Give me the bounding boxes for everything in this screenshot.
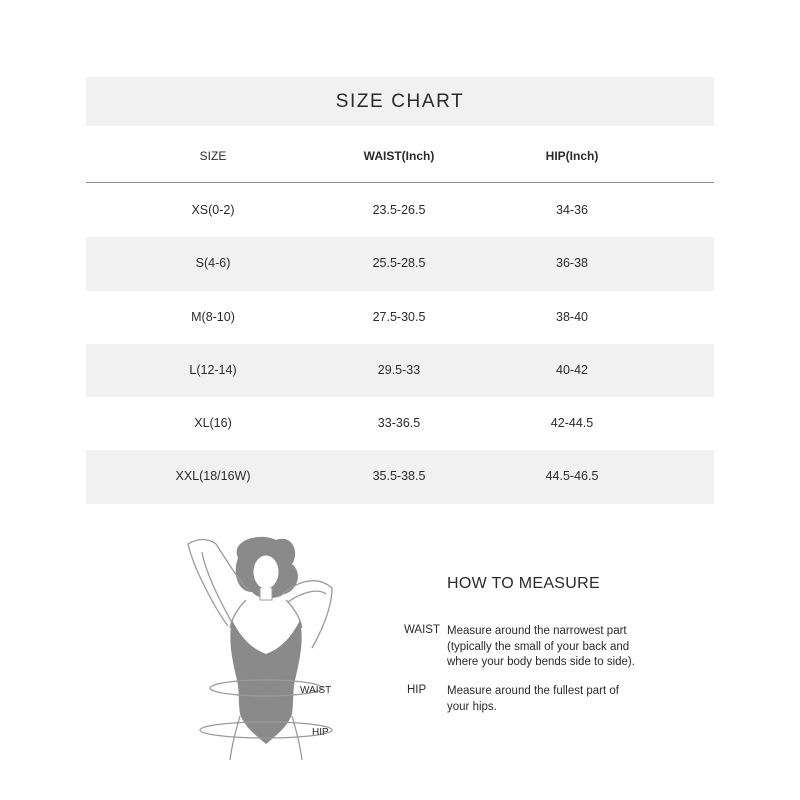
hip-cell: 38-40 xyxy=(556,309,588,324)
table-row xyxy=(86,237,714,290)
hip-measure-description xyxy=(447,684,619,715)
swimsuit-shape xyxy=(230,620,301,744)
size-cell: L(12-14) xyxy=(189,362,237,377)
description-line: Measure around the fullest part of xyxy=(447,685,619,697)
waist-measure-label: WAIST xyxy=(404,624,440,636)
how-to-measure-title: HOW TO MEASURE xyxy=(447,575,600,592)
waist-cell: 29.5-33 xyxy=(377,362,421,377)
waist-cell: 35.5-38.5 xyxy=(372,469,426,484)
hip-cell: 36-38 xyxy=(556,256,588,271)
title-band xyxy=(86,77,714,126)
description-line: Measure around the narrowest part xyxy=(447,625,627,637)
hip-cell: 44.5-46.5 xyxy=(545,469,599,484)
waist-cell: 27.5-30.5 xyxy=(372,309,426,324)
description-line: (typically the small of your back and xyxy=(447,640,630,653)
hip-cell: 34-36 xyxy=(556,203,588,217)
column-header-hip: HIP(Inch) xyxy=(545,149,599,163)
size-cell: XXL(18/16W) xyxy=(175,469,251,484)
size-cell: S(4-6) xyxy=(195,256,231,271)
hip-measure-label: HIP xyxy=(407,684,427,696)
table-row xyxy=(86,344,714,397)
page-title: SIZE CHART xyxy=(335,90,465,112)
size-cell: M(8-10) xyxy=(191,309,235,324)
table-header xyxy=(86,127,714,183)
neck-shape xyxy=(260,588,272,600)
waist-measure-description xyxy=(447,624,635,671)
figure-waist-label: WAIST xyxy=(300,685,332,696)
size-cell: XL(16) xyxy=(194,416,232,431)
column-header-size: SIZE xyxy=(199,149,227,163)
description-line: your hips. xyxy=(447,700,497,713)
face-shape xyxy=(253,555,279,589)
waist-cell: 33-36.5 xyxy=(377,416,421,431)
size-table-body xyxy=(86,184,714,504)
table-row xyxy=(86,184,714,237)
table-row xyxy=(86,397,714,450)
waist-cell: 25.5-28.5 xyxy=(372,256,426,271)
hip-cell: 42-44.5 xyxy=(550,416,594,431)
column-header-waist: WAIST(Inch) xyxy=(363,149,435,163)
description-line: where your body bends side to side). xyxy=(447,656,635,668)
figure-hip-label: HIP xyxy=(312,727,329,738)
hip-cell: 40-42 xyxy=(556,362,588,377)
table-row xyxy=(86,450,714,503)
right-arm-inner xyxy=(288,591,326,602)
shoulder-outline xyxy=(230,600,302,628)
table-row xyxy=(86,291,714,344)
size-cell: XS(0-2) xyxy=(191,203,235,217)
waist-cell: 23.5-26.5 xyxy=(372,203,426,217)
